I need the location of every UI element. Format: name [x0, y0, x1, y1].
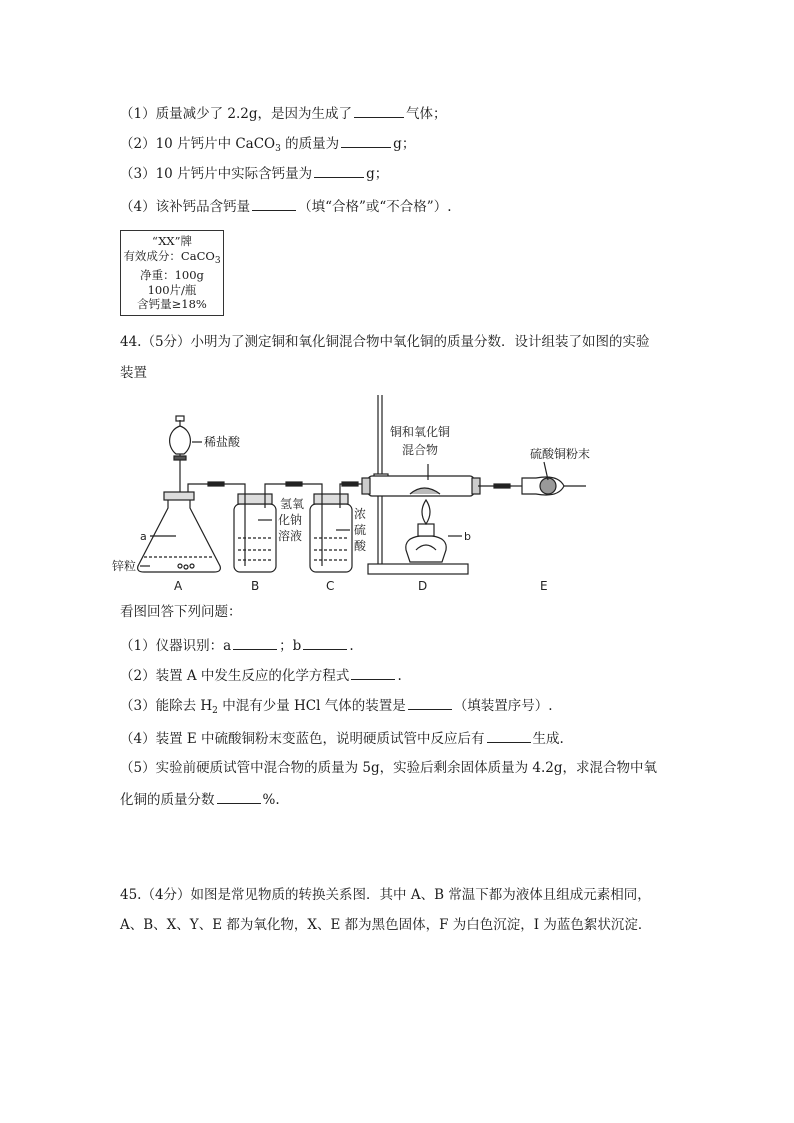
label-count: 100片/瓶 [147, 282, 197, 297]
answer-blank[interactable] [341, 134, 391, 148]
q45-line-2: A、B、X、Y、E 都为氧化物，X、E 都为黑色固体，F 为白色沉淀，I 为蓝色絮状沉淀． [120, 917, 652, 933]
q43-item-1: （1）质量减少了 2.2g，是因为生成了 气体； [120, 106, 447, 122]
answer-blank[interactable] [252, 197, 296, 211]
q44-item-2: （2）装置 A 中发生反应的化学方程式 . [120, 668, 402, 684]
naoh-label-3: 溶液 [278, 529, 303, 543]
apparatus-diagram [110, 390, 600, 600]
answer-blank[interactable] [314, 164, 364, 178]
label-calcium: 含钙量≥18% [137, 297, 207, 311]
answer-blank[interactable] [351, 666, 395, 680]
letter-a: A [174, 579, 183, 593]
conical-flask [138, 492, 221, 572]
label-ingredient: 有效成分：CaCO$_3$ [123, 248, 221, 266]
letter-d: D [418, 579, 428, 593]
mixture-label-2: 混合物 [402, 443, 439, 457]
q44-item-1: （1）仪器识别：a ；b . [120, 638, 354, 654]
answer-blank[interactable] [354, 104, 404, 118]
answer-blank[interactable] [217, 790, 261, 804]
hard-glass-tube [362, 476, 512, 496]
q43-item-3: （3）10 片钙片中实际含钙量为 g； [120, 166, 389, 182]
answer-blank[interactable] [233, 636, 277, 650]
q44-item-3: （3）能除去 $H_2$ 中混有少量 HCl 气体的装置是 （填装置序号）. [120, 698, 553, 716]
answer-blank[interactable] [487, 729, 531, 743]
naoh-label-1: 氢氧 [280, 497, 305, 511]
q44-item-5-cont: 化铜的质量分数 %. [120, 792, 280, 808]
letter-c: C [326, 579, 335, 593]
product-label [120, 230, 224, 316]
q43-item-4: （4）该补钙品含钙量 （填“合格”或“不合格”）. [120, 199, 452, 215]
a-label: a [140, 530, 147, 543]
wash-bottle-b [234, 494, 276, 572]
q44-item-4: （4）装置 E 中硫酸铜粉末变蓝色，说明硬质试管中反应后有 生成. [120, 731, 564, 747]
q44-intro: 看图回答下列问题： [120, 604, 242, 620]
wash-bottle-c [310, 494, 352, 572]
zinc-label: 锌粒 [112, 559, 137, 573]
drying-tube [512, 477, 586, 495]
q45-line-1: 45.（4分）如图是常见物质的转换关系图．其中 A、B 常温下都为液体且组成元素相同， [120, 887, 651, 903]
funnel-label: 稀盐酸 [204, 435, 241, 449]
alcohol-lamp [406, 500, 446, 562]
naoh-label-2: 化钠 [278, 513, 303, 527]
q44-item-5: （5）实验前硬质试管中混合物的质量为 5g，实验后剩余固体质量为 4.2g，求混合物中氧 [120, 760, 658, 776]
letter-e: E [540, 579, 548, 593]
cuso4-label: 硫酸铜粉末 [530, 447, 591, 461]
q43-item-2: （2）10 片钙片中 CaCO$_3$ 的质量为 g； [120, 136, 416, 154]
acid-label-2: 硫 [354, 523, 367, 537]
acid-label-1: 浓 [354, 507, 367, 521]
mixture-label-1: 铜和氧化铜 [390, 425, 451, 439]
answer-blank[interactable] [303, 636, 347, 650]
label-net-weight: 净重：100g [140, 268, 204, 282]
b-label: b [464, 530, 471, 543]
label-brand: “XX”牌 [152, 234, 192, 248]
q44-header: 44.（5分）小明为了测定铜和氧化铜混合物中氧化铜的质量分数．设计组装了如图的实验 [120, 334, 650, 350]
q44-header-cont: 装置 [120, 365, 147, 381]
letter-b: B [251, 579, 260, 593]
answer-blank[interactable] [408, 696, 452, 710]
acid-label-3: 酸 [354, 539, 367, 553]
